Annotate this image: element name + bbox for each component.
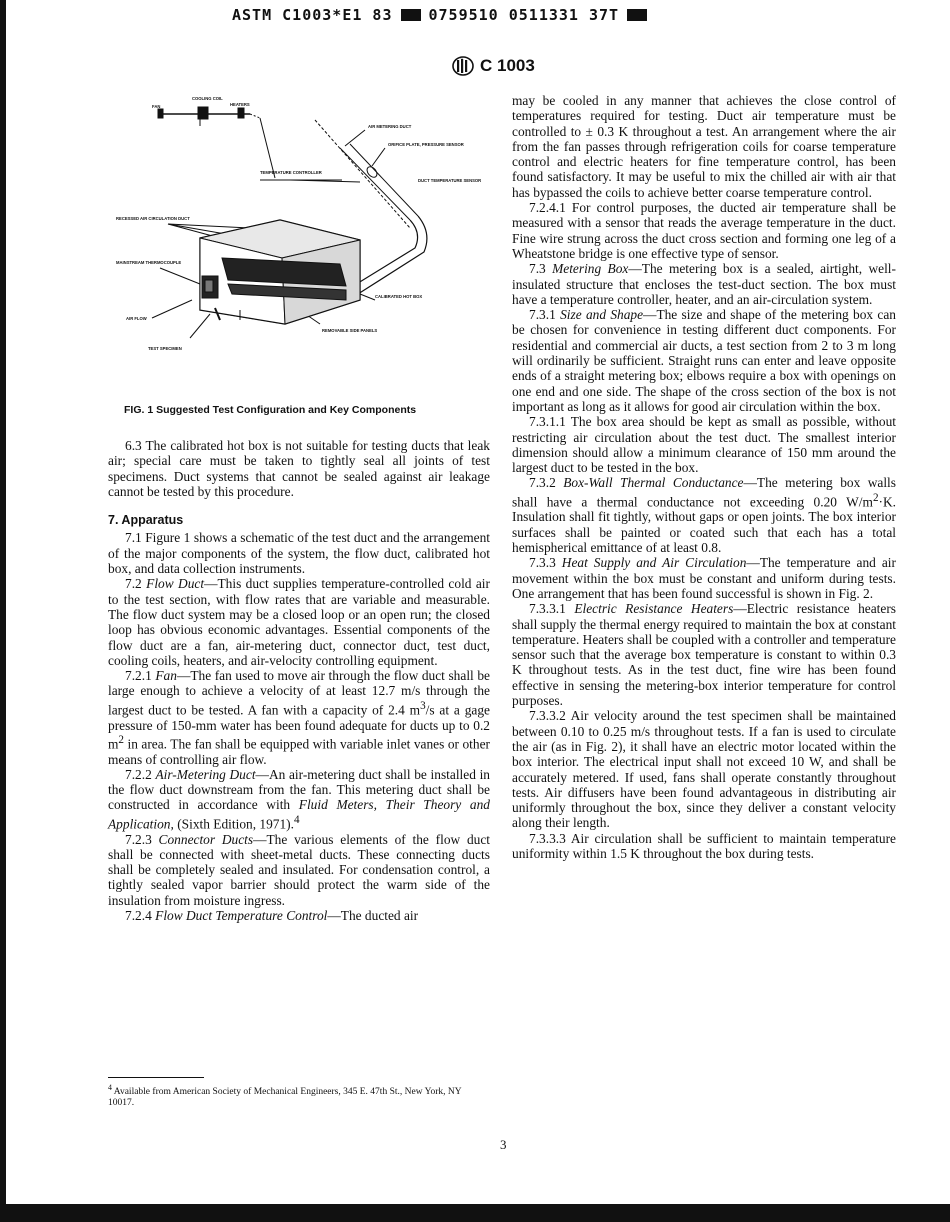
right-column — [512, 93, 896, 861]
document-code-number: 0759510 0511331 37T — [428, 6, 620, 24]
label-fan: FAN — [152, 104, 161, 109]
left-column — [108, 438, 490, 923]
paragraph-7-2-2: 7.2.2 Air-Metering Duct—An air-metering duct shall be installed in the flow duct downstream from the fan. This metering duct shall be constructed in accordance with Fluid Meters, Their Theory and Application, (Sixth Edition, 1971).$^4$ — [108, 766, 490, 832]
footnote-ref: 4 — [294, 813, 300, 826]
paragraph-6-3: 6.3 The calibrated hot box is not suitable for testing ducts that leak air; special care must be taken to tightly seal all joints of test specimens. Duct systems that cannot be sealed against air leakage cannot be tested by this procedure. — [108, 438, 490, 499]
paragraph-7-1: 7.1 Figure 1 shows a schematic of the test duct and the arrangement of the major components of the system, the flow duct, calibrated hot box, and data collection instruments. — [108, 530, 490, 577]
page-number: 3 — [500, 1137, 507, 1152]
label-recessed-air-circulation-duct: RECESSED AIR CIRCULATION DUCT — [116, 216, 190, 221]
paragraph-7-3-3-2: 7.3.3.2 Air velocity around the test specimen shall be maintained between 0.10 to 0.25 m/s throughout tests. If a fan is used to circulate the air (as in Fig. 2), it shall have an electric motor located within the box interior. The electrical input shall not exceed 10 W, and shall be accurately metered. If used, fans shall operate constantly throughout tests. Air diffusers have been found advantageous in distributing air uniformly throughout the box, since they deliver a constant velocity along their length. — [512, 708, 896, 831]
paragraph-7-3-3: 7.3.3 Heat Supply and Air Circulation—The temperature and air movement within the box must be constant and uniform during tests. One arrangement that has been found successful is shown in Fig. 2. — [512, 555, 896, 601]
label-removable-side-panels: REMOVABLE SIDE PANELS — [322, 328, 378, 333]
scan-bottom-edge — [0, 1204, 950, 1222]
paragraph-7-3-3-3: 7.3.3.3 Air circulation shall be sufficient to maintain temperature uniformity within 1.5 K throughout the box during tests. — [512, 830, 896, 862]
paragraph-7-2-4-continued: may be cooled in any manner that achieves the close control of temperatures required for testing. Duct air temperature must be controlled to ± 0.3 K throughout a test. An arrangement where the air from the fan passes through refrigeration coils for coarse temperature control and electric heaters for fine temperature control, has been found satisfactory. It may be useful to mix the chilled air with air that has bypassed the coils to achieve better coarse temperature control. — [512, 93, 896, 200]
redaction-block — [401, 9, 421, 21]
label-temperature-controller: TEMPERATURE CONTROLLER — [260, 170, 322, 175]
paragraph-7-2: 7.2 Flow Duct—This duct supplies temperature-controlled cold air to the test section, with flow rates that are variable and measurable. The flow duct system may be a closed loop or an open run; the closed loop has obvious economic advantages. Essential components of the flow duct are a fan, air-metering duct, connector duct, test duct, cooling coils, heaters, and air-velocity controlling equipment. — [108, 576, 490, 668]
footnote-divider — [108, 1077, 204, 1078]
paragraph-7-2-4: 7.2.4 Flow Duct Temperature Control—The ducted air — [125, 908, 419, 924]
paragraph-7-2-4-1: 7.2.4.1 For control purposes, the ducted air temperature shall be measured with a sensor that reads the average temperature in the duct. Fine wire strung across the duct cross section and forming one leg of a Wheatstone bridge is one effective type of sensor. — [512, 200, 896, 261]
paragraph-7-2-1: 7.2.1 Fan—The fan used to move air through the flow duct shall be large enough to achieve a velocity of at least 12.7 m/s through the largest duct to be tested. A fan with a capacity of 2.4 $m^3/s$ at a gage pressure of 150-mm water has been found adequate for ducts up to 0.2 $m^2$ in area. The fan shall be equipped with variable inlet vanes or other means of controlling air flow. — [108, 668, 490, 767]
paragraph-7-3-1: 7.3.1 Size and Shape—The size and shape of the metering box can be chosen for convenience in testing different duct components. For residential and commercial air ducts, a test section from 2 to 3 m long will ordinarily be sufficient. Straight runs can enter and leave opposite ends of a straight metering box; elbows require a box with openings on one end and one side. The shape of the cross section of the box is not important as long as it allows for good air circulation within the box. — [512, 307, 896, 414]
label-air-flow: AIR FLOW — [126, 316, 147, 321]
label-mainstream-thermocouple: MAINSTREAM THERMOCOUPLE — [116, 260, 182, 265]
svg-text:ASTM: ASTM — [460, 59, 463, 60]
designation: C 1003 — [480, 56, 535, 75]
redaction-block — [627, 9, 647, 21]
paragraph-7-3-3-1: 7.3.3.1 Electric Resistance Heaters—Electric resistance heaters shall supply the thermal energy required to maintain the box at constant temperature. Heaters shall be coupled with a controller and temperature sensor such that the average box temperature is constant to within 0.3 K throughout tests. As in the test duct, fine wire has been found effective in sensing the metering-box interior temperature for control purposes. — [512, 601, 896, 709]
label-duct-temperature-sensor: DUCT TEMPERATURE SENSOR — [418, 178, 482, 183]
paragraph-7-2-3: 7.2.3 Connector Ducts—The various elements of the flow duct shall be connected with sheet-metal ducts. These connecting ducts shall be completely sealed and insulated. For condensation control, a tightly sealed vapor barrier should protect the warm side of the insulation from moisture ingress. — [108, 831, 490, 908]
label-heaters: HEATERS — [230, 102, 250, 107]
scan-edge — [0, 0, 6, 1222]
figure-caption: FIG. 1 Suggested Test Configuration and Key Components — [124, 404, 417, 416]
paragraph-7-3: 7.3 Metering Box—The metering box is a sealed, airtight, well-insulated structure that encloses the test-duct section. The box must have a temperature controller, heater, and an air-circulation system. — [512, 261, 896, 307]
label-calibrated-hot-box: CALIBRATED HOT BOX — [375, 294, 423, 299]
label-orifice-plate: ORIFICE PLATE, PRESSURE SENSOR — [388, 142, 464, 147]
label-cooling-coil: COOLING COIL — [192, 96, 223, 101]
footnote: $^4$ Available from American Society of Mechanical Engineers, 345 E. 47th St., New York, NY 10017. — [108, 1083, 462, 1109]
document-code-line — [232, 6, 655, 24]
label-test-specimen: TEST SPECIMEN — [148, 346, 182, 351]
paragraph-7-3-1-1: 7.3.1.1 The box area should be kept as small as possible, without restricting air circulation about the test duct. The smallest interior dimension should allow a minimum clearance of 150 mm around the largest duct to be tested in the box. — [512, 414, 896, 476]
astm-logo-icon — [452, 56, 474, 76]
figure-test-configuration — [110, 88, 495, 360]
paragraph-7-3-2: 7.3.2 Box-Wall Thermal Conductance—The metering box walls shall have a thermal conductance not exceeding 0.20 $W/m^2\cdot K$. Insulation shall fit tightly, without gaps or open joints. The box interior surfaces shall be painted or coated such that each has a total hemispherical emittance of at least 0.8. — [512, 475, 896, 556]
section-heading-apparatus: 7. Apparatus — [108, 513, 184, 528]
page-header — [452, 56, 535, 76]
label-air-metering-duct: AIR METERING DUCT — [368, 124, 412, 129]
document-code: ASTM C1003*E1 83 — [232, 6, 393, 24]
